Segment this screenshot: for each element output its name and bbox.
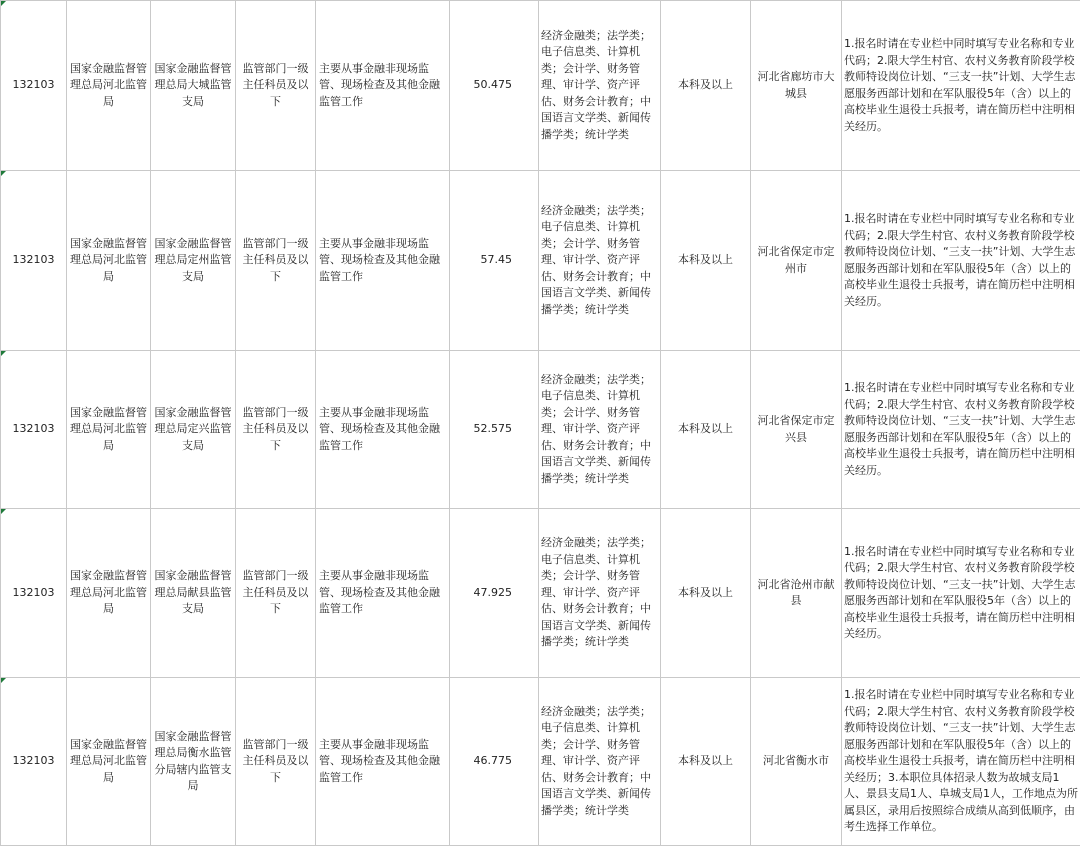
position-code-cell: 132103 bbox=[1, 351, 67, 509]
notes-cell: 1.报名时请在专业栏中同时填写专业名称和专业代码；2.限大学生村官、农村义务教育阶段学校教师特设岗位计划、“三支一扶”计划、大学生志愿服务西部计划和在军队服役5年（含）以上的高校毕业生退役士兵报考，请在简历栏中注明相关经历。 bbox=[842, 509, 1080, 678]
notes-cell: 1.报名时请在专业栏中同时填写专业名称和专业代码；2.限大学生村官、农村义务教育阶段学校教师特设岗位计划、“三支一扶”计划、大学生志愿服务西部计划和在军队服役5年（含）以上的高校毕业生退役士兵报考，请在简历栏中注明相关经历。 bbox=[842, 1, 1080, 171]
position-code-cell: 132103 bbox=[1, 171, 67, 351]
position-code-cell: 132103 bbox=[1, 509, 67, 678]
major-requirement-cell: 经济金融类；法学类；电子信息类、计算机类；会计学、财务管理、审计学、资产评估、财务会计教育；中国语言文学类、新闻传播学类；统计学类 bbox=[539, 351, 661, 509]
position-name-cell: 监管部门一级主任科员及以下 bbox=[236, 678, 316, 846]
work-location-cell: 河北省沧州市献县 bbox=[751, 509, 842, 678]
work-location-cell: 河北省保定市定州市 bbox=[751, 171, 842, 351]
table-row bbox=[1, 171, 1080, 351]
employing-unit-cell: 国家金融监督管理总局献县监管支局 bbox=[151, 509, 236, 678]
job-duty-cell: 主要从事金融非现场监管、现场检查及其他金融监管工作 bbox=[316, 171, 450, 351]
major-requirement-cell: 经济金融类；法学类；电子信息类、计算机类；会计学、财务管理、审计学、资产评估、财务会计教育；中国语言文学类、新闻传播学类；统计学类 bbox=[539, 509, 661, 678]
position-code-cell: 132103 bbox=[1, 1, 67, 171]
job-duty-cell: 主要从事金融非现场监管、现场检查及其他金融监管工作 bbox=[316, 351, 450, 509]
education-cell: 本科及以上 bbox=[661, 351, 751, 509]
position-code-cell: 132103 bbox=[1, 678, 67, 846]
education-cell: 本科及以上 bbox=[661, 509, 751, 678]
department-cell: 国家金融监督管理总局河北监管局 bbox=[67, 351, 151, 509]
major-requirement-cell: 经济金融类；法学类；电子信息类、计算机类；会计学、财务管理、审计学、资产评估、财务会计教育；中国语言文学类、新闻传播学类；统计学类 bbox=[539, 678, 661, 846]
cell-marker-icon bbox=[1, 1, 6, 6]
notes-cell: 1.报名时请在专业栏中同时填写专业名称和专业代码；2.限大学生村官、农村义务教育阶段学校教师特设岗位计划、“三支一扶”计划、大学生志愿服务西部计划和在军队服役5年（含）以上的高校毕业生退役士兵报考，请在简历栏中注明相关经历；3.本职位具体招录人数为故城支局1人、景县支局1人、阜城支局1人，工作地点为所属县区，录用后按照综合成绩从高到低顺序，由考生选择工作单位。 bbox=[842, 678, 1080, 846]
department-cell: 国家金融监督管理总局河北监管局 bbox=[67, 171, 151, 351]
notes-cell: 1.报名时请在专业栏中同时填写专业名称和专业代码；2.限大学生村官、农村义务教育阶段学校教师特设岗位计划、“三支一扶”计划、大学生志愿服务西部计划和在军队服役5年（含）以上的高校毕业生退役士兵报考，请在简历栏中注明相关经历。 bbox=[842, 351, 1080, 509]
position-name-cell: 监管部门一级主任科员及以下 bbox=[236, 1, 316, 171]
score-cell: 50.475 bbox=[450, 1, 539, 171]
employing-unit-cell: 国家金融监督管理总局定州监管支局 bbox=[151, 171, 236, 351]
cell-marker-icon bbox=[1, 678, 6, 683]
employing-unit-cell: 国家金融监督管理总局大城监管支局 bbox=[151, 1, 236, 171]
job-duty-cell: 主要从事金融非现场监管、现场检查及其他金融监管工作 bbox=[316, 509, 450, 678]
employing-unit-cell: 国家金融监督管理总局衡水监管分局辖内监管支局 bbox=[151, 678, 236, 846]
work-location-cell: 河北省廊坊市大城县 bbox=[751, 1, 842, 171]
notes-cell: 1.报名时请在专业栏中同时填写专业名称和专业代码；2.限大学生村官、农村义务教育阶段学校教师特设岗位计划、“三支一扶”计划、大学生志愿服务西部计划和在军队服役5年（含）以上的高校毕业生退役士兵报考，请在简历栏中注明相关经历。 bbox=[842, 171, 1080, 351]
cell-marker-icon bbox=[1, 171, 6, 176]
score-cell: 47.925 bbox=[450, 509, 539, 678]
cell-marker-icon bbox=[1, 351, 6, 356]
work-location-cell: 河北省保定市定兴县 bbox=[751, 351, 842, 509]
position-name-cell: 监管部门一级主任科员及以下 bbox=[236, 351, 316, 509]
table-row bbox=[1, 678, 1080, 846]
score-cell: 46.775 bbox=[450, 678, 539, 846]
score-cell: 57.45 bbox=[450, 171, 539, 351]
department-cell: 国家金融监督管理总局河北监管局 bbox=[67, 1, 151, 171]
position-name-cell: 监管部门一级主任科员及以下 bbox=[236, 171, 316, 351]
education-cell: 本科及以上 bbox=[661, 1, 751, 171]
department-cell: 国家金融监督管理总局河北监管局 bbox=[67, 678, 151, 846]
table-row bbox=[1, 351, 1080, 509]
job-duty-cell: 主要从事金融非现场监管、现场检查及其他金融监管工作 bbox=[316, 1, 450, 171]
major-requirement-cell: 经济金融类；法学类；电子信息类、计算机类；会计学、财务管理、审计学、资产评估、财务会计教育；中国语言文学类、新闻传播学类；统计学类 bbox=[539, 171, 661, 351]
job-duty-cell: 主要从事金融非现场监管、现场检查及其他金融监管工作 bbox=[316, 678, 450, 846]
education-cell: 本科及以上 bbox=[661, 171, 751, 351]
employing-unit-cell: 国家金融监督管理总局定兴监管支局 bbox=[151, 351, 236, 509]
table-row bbox=[1, 509, 1080, 678]
table-row bbox=[1, 1, 1080, 171]
score-cell: 52.575 bbox=[450, 351, 539, 509]
major-requirement-cell: 经济金融类；法学类；电子信息类、计算机类；会计学、财务管理、审计学、资产评估、财务会计教育；中国语言文学类、新闻传播学类；统计学类 bbox=[539, 1, 661, 171]
cell-marker-icon bbox=[1, 509, 6, 514]
department-cell: 国家金融监督管理总局河北监管局 bbox=[67, 509, 151, 678]
education-cell: 本科及以上 bbox=[661, 678, 751, 846]
work-location-cell: 河北省衡水市 bbox=[751, 678, 842, 846]
position-name-cell: 监管部门一级主任科员及以下 bbox=[236, 509, 316, 678]
